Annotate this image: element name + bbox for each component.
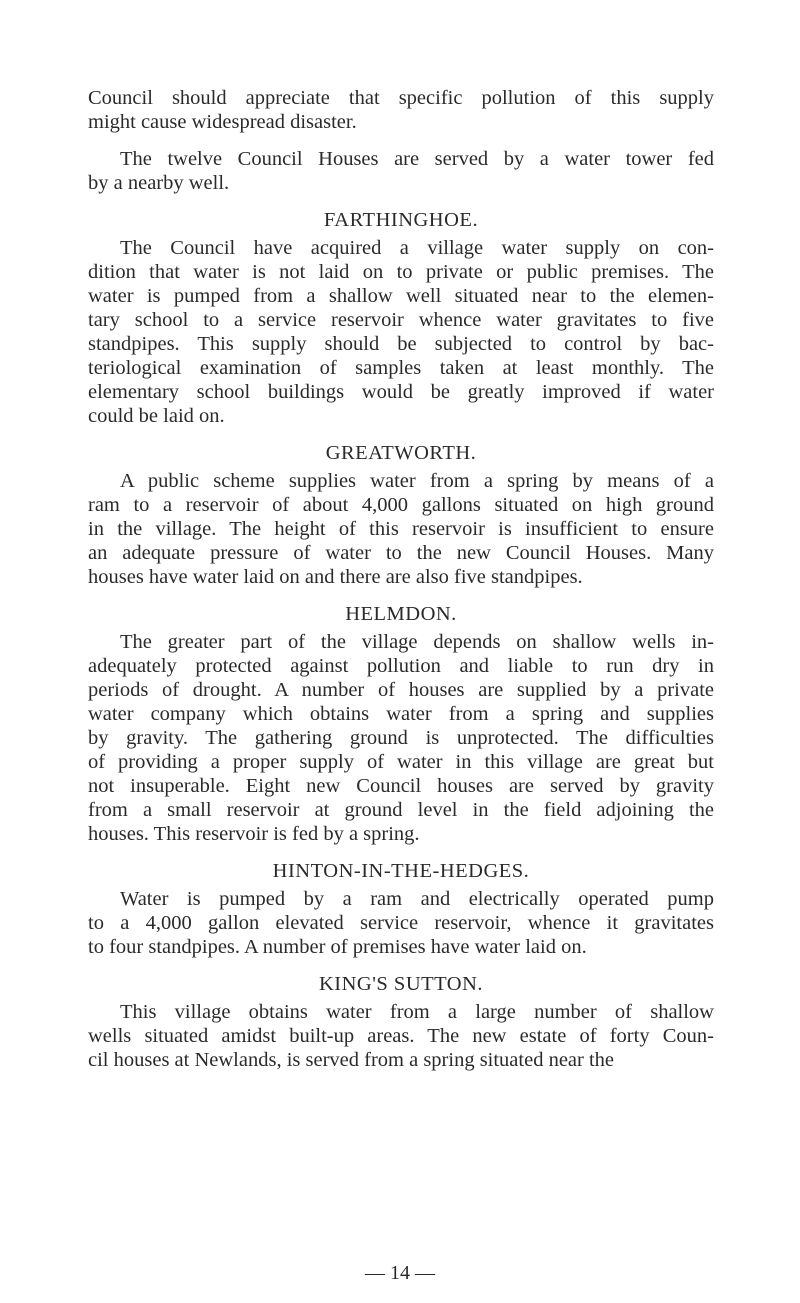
text-line: houses. This reservoir is fed by a spring.	[88, 823, 420, 845]
text-line: The greater part of the village depends on shallow wells in-	[120, 631, 714, 653]
text-line: elementary school buildings would be greatly improved if water	[88, 381, 714, 403]
text-line: teriological examination of samples taken at least monthly. The	[88, 357, 714, 379]
text-line: This village obtains water from a large number of shallow	[120, 1001, 714, 1023]
text-line: Water is pumped by a ram and electrically operated pump	[120, 888, 714, 910]
text-line: The Council have acquired a village water supply on con-	[120, 237, 714, 259]
text-line: ram to a reservoir of about 4,000 gallons situated on high ground	[88, 494, 714, 516]
text-line: water is pumped from a shallow well situated near to the elemen-	[88, 285, 714, 307]
text-line: tary school to a service reservoir whence water gravitates to five	[88, 309, 714, 331]
text-line: periods of drought. A number of houses are supplied by a private	[88, 679, 714, 701]
text-line: water company which obtains water from a spring and supplies	[88, 703, 714, 725]
text-line: to a 4,000 gallon elevated service reservoir, whence it gravitates	[88, 912, 714, 934]
section-heading-helmdon: HELMDON.	[345, 603, 457, 625]
paragraph-hinton-in-the-hedges	[88, 887, 714, 959]
document-page	[88, 86, 714, 1072]
text-line: by gravity. The gathering ground is unprotected. The difficulties	[88, 727, 714, 749]
text-line: wells situated amidst built-up areas. The new estate of forty Coun-	[88, 1025, 714, 1047]
section-heading-farthinghoe: FARTHINGHOE.	[323, 209, 479, 231]
text-line: to four standpipes. A number of premises have water laid on.	[88, 936, 587, 958]
text-line: Council should appreciate that specific pollution of this supply	[88, 87, 714, 109]
section-heading-greatworth: GREATWORTH.	[325, 442, 477, 464]
text-line: in the village. The height of this reservoir is insufficient to ensure	[88, 518, 714, 540]
text-line: of providing a proper supply of water in this village are great but	[88, 751, 714, 773]
text-line: not insuperable. Eight new Council houses are served by gravity	[88, 775, 714, 797]
paragraph-helmdon	[88, 630, 714, 846]
paragraph-farthinghoe	[88, 236, 714, 428]
paragraph-council-pollution	[88, 86, 714, 134]
text-line: The twelve Council Houses are served by a water tower fed	[120, 148, 714, 170]
paragraph-kings-sutton	[88, 1000, 714, 1072]
text-line: by a nearby well.	[88, 172, 230, 194]
text-line: dition that water is not laid on to private or public premises. The	[88, 261, 714, 283]
section-heading-kings-sutton: KING'S SUTTON.	[318, 973, 484, 995]
text-line: standpipes. This supply should be subjected to control by bac-	[88, 333, 714, 355]
section-heading-hinton-in-the-hedges: HINTON-IN-THE-HEDGES.	[272, 860, 530, 882]
page-number: — 14 —	[365, 1262, 435, 1284]
text-line: an adequate pressure of water to the new Council Houses. Many	[88, 542, 714, 564]
text-line: could be laid on.	[88, 405, 225, 427]
text-line: A public scheme supplies water from a spring by means of a	[120, 470, 714, 492]
text-line: houses have water laid on and there are also five standpipes.	[88, 566, 583, 588]
text-line: adequately protected against pollution and liable to run dry in	[88, 655, 714, 677]
paragraph-greatworth	[88, 469, 714, 589]
text-line: might cause widespread disaster.	[88, 111, 357, 133]
paragraph-water-tower	[88, 147, 714, 195]
text-line: cil houses at Newlands, is served from a spring situated near the	[88, 1049, 615, 1071]
text-line: from a small reservoir at ground level in the field adjoining the	[88, 799, 714, 821]
